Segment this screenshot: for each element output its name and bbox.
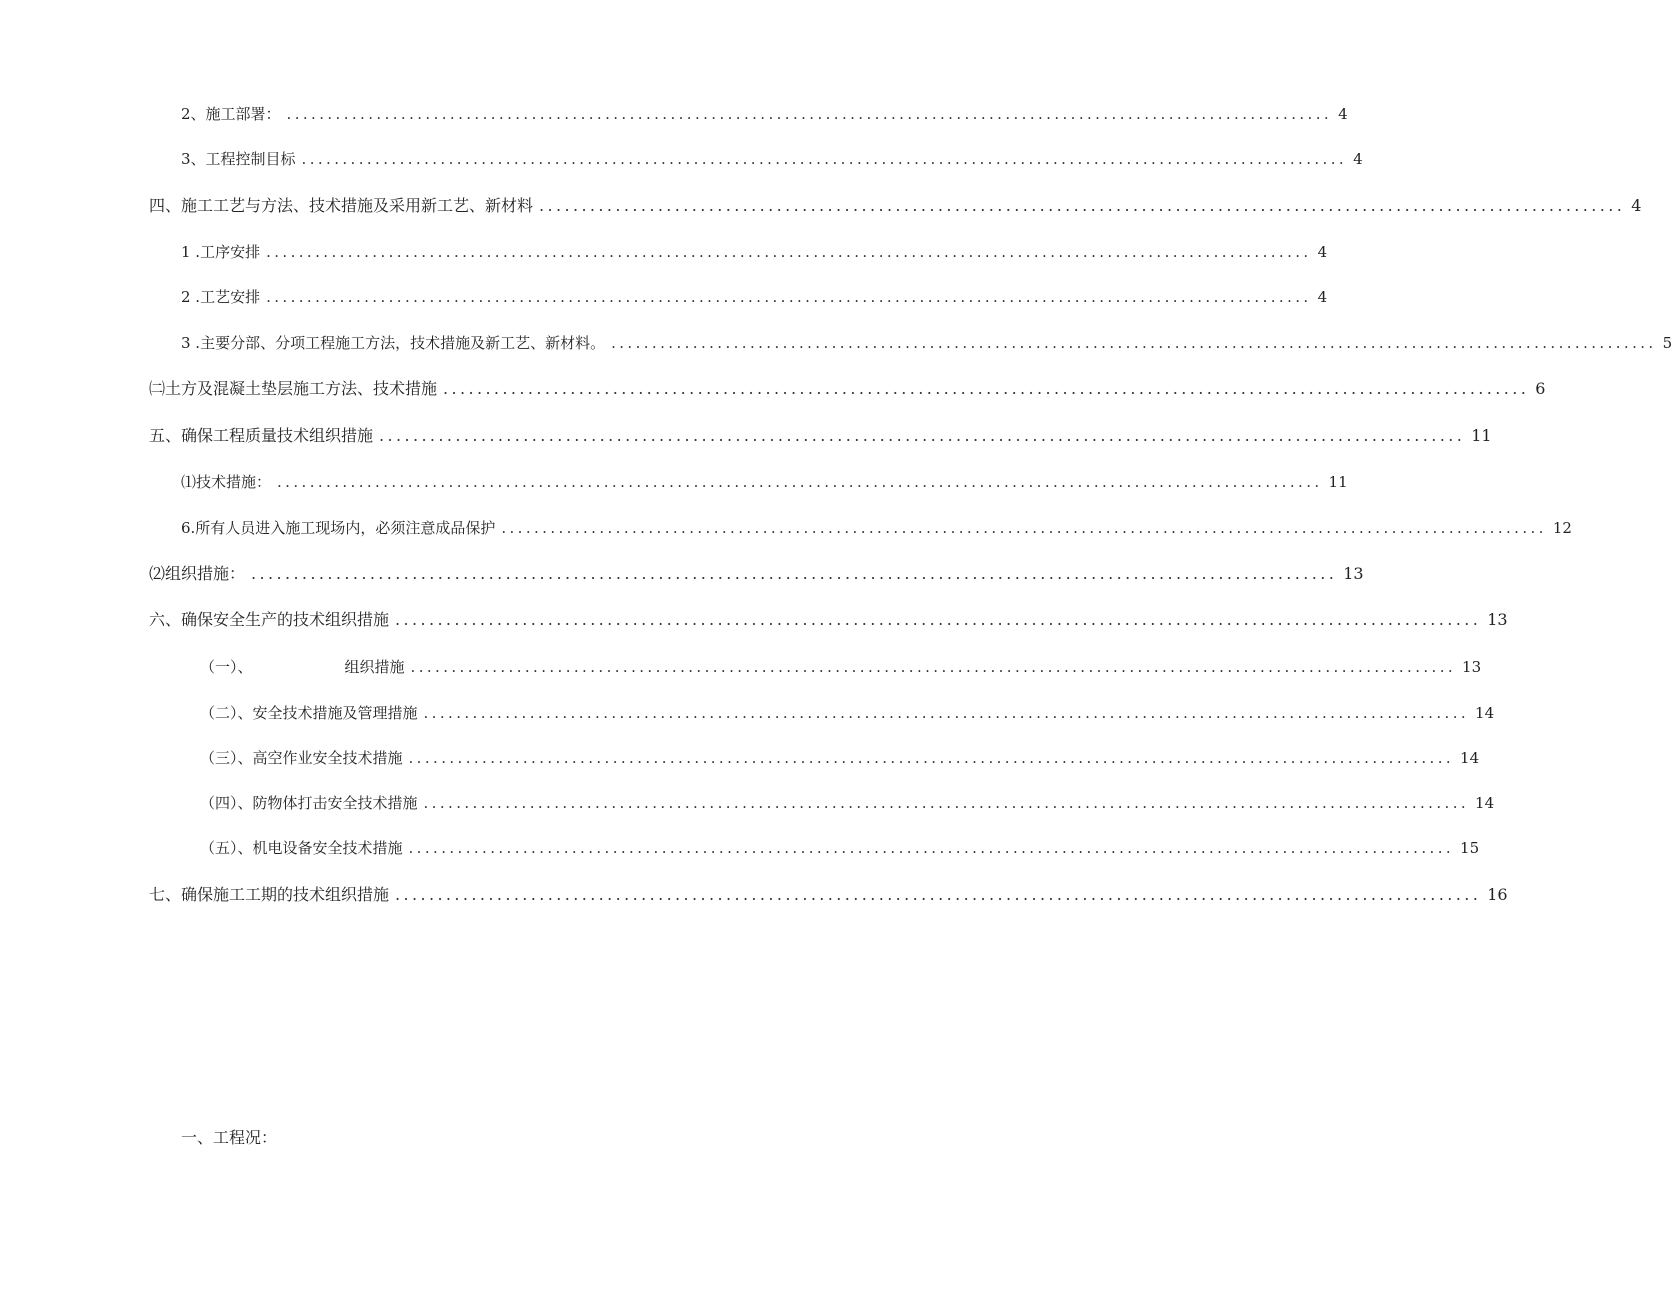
toc-entry-section-6[interactable]: [149, 610, 1508, 630]
toc-entry-label: 2、施工部署：: [181, 105, 281, 123]
toc-leader-dots: ................................................................................................................................: [443, 379, 1530, 398]
toc-entry-page: 16: [1487, 885, 1508, 904]
toc-leader-dots: ................................................................................................................................: [379, 426, 1466, 445]
toc-entry-earthwork-concrete[interactable]: [149, 379, 1546, 399]
toc-leader-dots: ................................................................................................................................: [266, 288, 1312, 306]
toc-entry-label: 1 .工序安排: [181, 243, 261, 261]
toc-entry-safety-organization[interactable]: [200, 657, 1482, 677]
toc-entry-label: （三）、高空作业安全技术措施: [200, 749, 403, 767]
toc-entry-title: 组织措施: [344, 658, 405, 676]
toc-entry-label: 五、确保工程质量技术组织措施: [149, 426, 374, 445]
toc-entry-safety-management[interactable]: [200, 703, 1495, 723]
toc-entry-process-arrangement[interactable]: [181, 287, 1328, 307]
toc-entry-page: 4: [1317, 288, 1328, 306]
toc-entry-label: ⑴技术措施：: [181, 473, 272, 491]
toc-entry-label: 3 .主要分部、分项工程施工方法，技术措施及新工艺、新材料。: [181, 334, 606, 352]
toc-entry-page: 11: [1471, 426, 1492, 445]
toc-entry-page: 4: [1631, 196, 1642, 215]
toc-entry-high-altitude-safety[interactable]: [200, 748, 1480, 768]
toc-entry-page: 4: [1338, 105, 1348, 123]
toc-entry-product-protection[interactable]: [181, 518, 1572, 538]
toc-entry-construction-deployment[interactable]: [181, 104, 1348, 124]
toc-entry-main-methods[interactable]: [181, 333, 1672, 353]
toc-leader-dots: ................................................................................................................................: [539, 196, 1626, 215]
toc-entry-page: 12: [1552, 519, 1572, 537]
toc-entry-page: 14: [1475, 794, 1495, 812]
toc-entry-label: ⑵组织措施：: [149, 564, 246, 583]
toc-leader-dots: ................................................................................................................................: [395, 885, 1482, 904]
section-heading: 一、工程况：: [181, 1128, 278, 1147]
toc-entry-page: 4: [1317, 243, 1328, 261]
toc-entry-section-5[interactable]: [149, 426, 1492, 446]
toc-entry-label: 6.所有人员进入施工现场内，必须注意成品保护: [181, 519, 496, 537]
toc-entry-organizational-measures[interactable]: [149, 564, 1364, 584]
toc-entry-prefix: （一）、: [200, 658, 253, 676]
toc-leader-dots: ................................................................................................................................: [423, 794, 1470, 812]
toc-entry-page: 5: [1662, 334, 1672, 352]
toc-leader-dots: ................................................................................................................................: [286, 105, 1333, 123]
toc-entry-equipment-safety[interactable]: [200, 838, 1480, 858]
toc-entry-process-sequence[interactable]: [181, 242, 1328, 262]
toc-entry-page: 4: [1353, 150, 1363, 168]
toc-entry-page: 6: [1535, 379, 1546, 398]
toc-leader-dots: ................................................................................................................................: [395, 610, 1482, 629]
toc-leader-dots: ................................................................................................................................: [423, 704, 1470, 722]
toc-leader-dots: ................................................................................................................................: [266, 243, 1312, 261]
toc-leader-dots: ................................................................................................................................: [277, 473, 1323, 491]
toc-leader-dots: ................................................................................................................................: [251, 564, 1338, 583]
toc-entry-page: 13: [1343, 564, 1364, 583]
toc-leader-dots: ................................................................................................................................: [501, 519, 1547, 537]
toc-leader-dots: ................................................................................................................................: [301, 150, 1348, 168]
toc-entry-section-4[interactable]: [149, 196, 1642, 216]
toc-entry-label: （二）、安全技术措施及管理措施: [200, 704, 418, 722]
toc-entry-label: 3、工程控制目标: [181, 150, 296, 168]
toc-leader-dots: ................................................................................................................................: [408, 749, 1455, 767]
toc-entry-label: （五）、机电设备安全技术措施: [200, 839, 403, 857]
toc-entry-label: 四、施工工艺与方法、技术措施及采用新工艺、新材料: [149, 196, 534, 215]
toc-entry-section-7[interactable]: [149, 885, 1508, 905]
toc-entry-page: 15: [1460, 839, 1480, 857]
toc-entry-control-targets[interactable]: [181, 149, 1363, 169]
toc-entry-page: 11: [1328, 473, 1348, 491]
toc-entry-label: （四）、防物体打击安全技术措施: [200, 794, 418, 812]
toc-entry-technical-measures[interactable]: [181, 472, 1348, 492]
toc-entry-page: 13: [1462, 658, 1482, 676]
toc-entry-page: 14: [1460, 749, 1480, 767]
toc-entry-label: 七、确保施工工期的技术组织措施: [149, 885, 390, 904]
toc-entry-label: 六、确保安全生产的技术组织措施: [149, 610, 390, 629]
toc-leader-dots: ................................................................................................................................: [408, 839, 1455, 857]
toc-entry-label: [200, 657, 405, 677]
toc-entry-label: 2 .工艺安排: [181, 288, 261, 306]
toc-entry-page: 14: [1475, 704, 1495, 722]
toc-entry-falling-object-safety[interactable]: [200, 793, 1495, 813]
toc-leader-dots: ................................................................................................................................: [410, 658, 1457, 676]
toc-entry-page: 13: [1487, 610, 1508, 629]
toc-entry-label: ㈡土方及混凝土垫层施工方法、技术措施: [149, 379, 438, 398]
toc-leader-dots: ................................................................................................................................: [611, 334, 1657, 352]
